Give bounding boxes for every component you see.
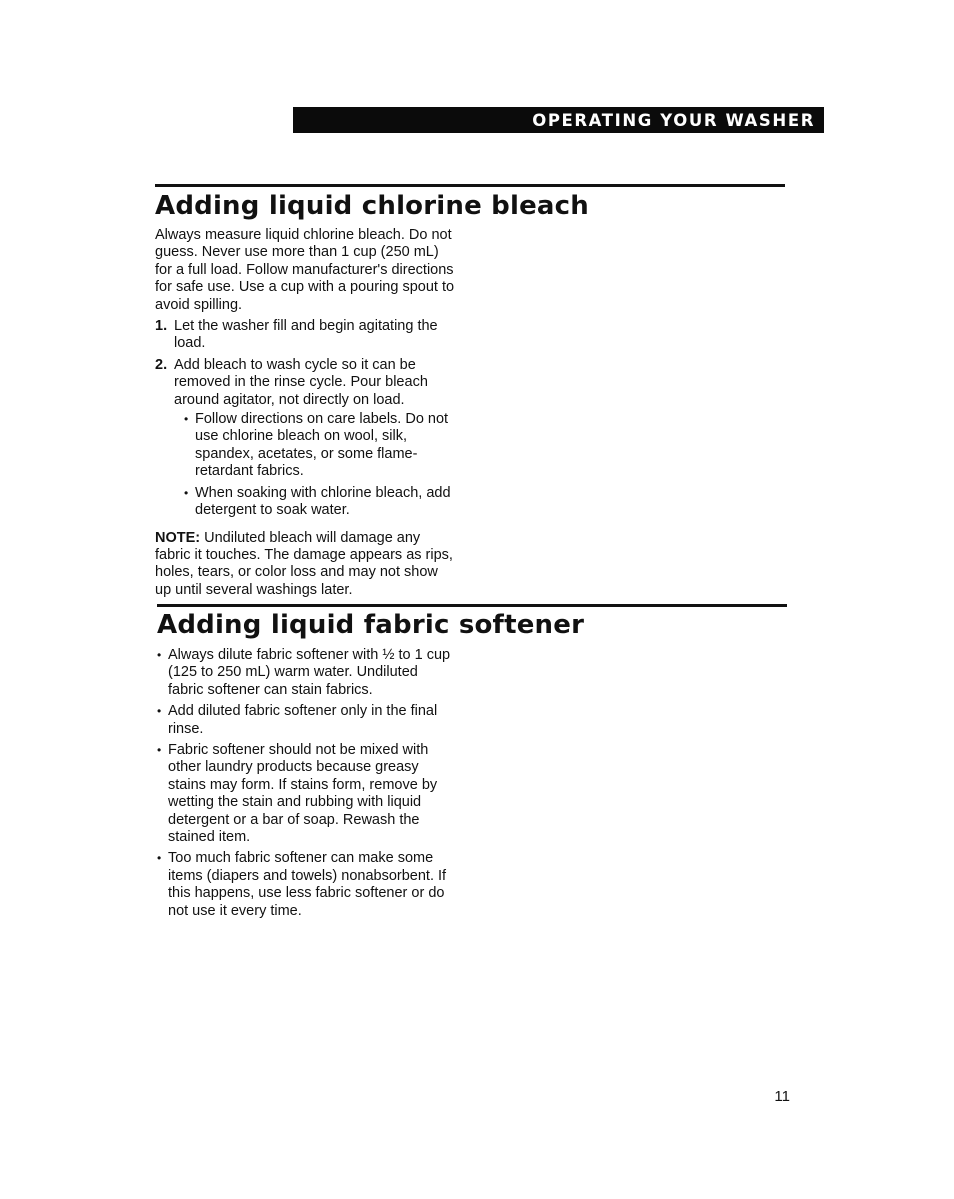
bullet-text: Fabric softener should not be mixed with other laundry products because greasy stains may form. If stains form, remove by wetting the stain and rubbing with liquid detergent or a bar of soap. Rewash the stained item. xyxy=(168,742,438,846)
softener-bullets xyxy=(157,647,457,920)
bleach-intro: Always measure liquid chlorine bleach. Do not guess. Never use more than 1 cup (250 mL) for a full load. Follow manufacturer's directions for safe use. Use a cup with a pouring spout to avoid spilling. xyxy=(155,227,455,313)
list-item xyxy=(184,411,457,481)
bleach-sub-bullets xyxy=(174,411,457,519)
bleach-top-rule xyxy=(155,184,785,187)
list-item xyxy=(157,850,457,920)
note-text: Undiluted bleach will damage any fabric it touches. The damage appears as rips, holes, tears, or color loss and may not show up until several washings later. xyxy=(155,529,453,598)
bullet-text: Follow directions on care labels. Do not use chlorine bleach on wool, silk, spandex, acetates, or some flame-retardant fabrics. xyxy=(195,411,449,480)
list-item xyxy=(184,485,457,520)
bullet-text: Too much fabric softener can make some items (diapers and towels) nonabsorbent. If this happens, use less fabric softener or do not use it every time. xyxy=(168,850,447,919)
step-text: Let the washer fill and begin agitating the load. xyxy=(174,318,438,352)
bullet-text: Add diluted fabric softener only in the final rinse. xyxy=(168,703,438,737)
step-number: 2. xyxy=(155,356,168,373)
list-item xyxy=(157,703,457,738)
softener-heading: Adding liquid fabric softener xyxy=(157,610,585,640)
note-label: NOTE: xyxy=(155,529,201,546)
bleach-heading: Adding liquid chlorine bleach xyxy=(155,191,590,221)
page-number: 11 xyxy=(774,1088,790,1105)
bullet-text: When soaking with chlorine bleach, add detergent to soak water. xyxy=(195,484,451,519)
bullet-icon: • xyxy=(184,412,189,427)
bleach-step-2 xyxy=(155,357,457,524)
bleach-body xyxy=(155,227,457,599)
step-text: Add bleach to wash cycle so it can be removed in the rinse cycle. Pour bleach around agitator, not directly on load. xyxy=(174,356,428,408)
list-item xyxy=(157,742,457,846)
step-number: 1. xyxy=(155,318,168,335)
bleach-step-1 xyxy=(155,318,457,353)
list-item xyxy=(157,647,457,699)
softener-top-rule xyxy=(157,604,787,607)
bullet-icon: • xyxy=(157,648,162,662)
bullet-icon: • xyxy=(184,485,189,500)
bullet-icon: • xyxy=(157,743,162,758)
bleach-steps xyxy=(155,318,457,523)
section-header-bar xyxy=(293,107,824,133)
bullet-text: Always dilute fabric softener with ½ to 1 cup (125 to 250 mL) warm water. Undiluted fabric softener can stain fabrics. xyxy=(168,647,451,698)
bleach-note xyxy=(155,530,457,600)
section-header-label: OPERATING YOUR WASHER xyxy=(532,110,815,130)
bullet-icon: • xyxy=(157,704,162,719)
bullet-icon: • xyxy=(157,851,162,866)
softener-body xyxy=(157,647,457,924)
